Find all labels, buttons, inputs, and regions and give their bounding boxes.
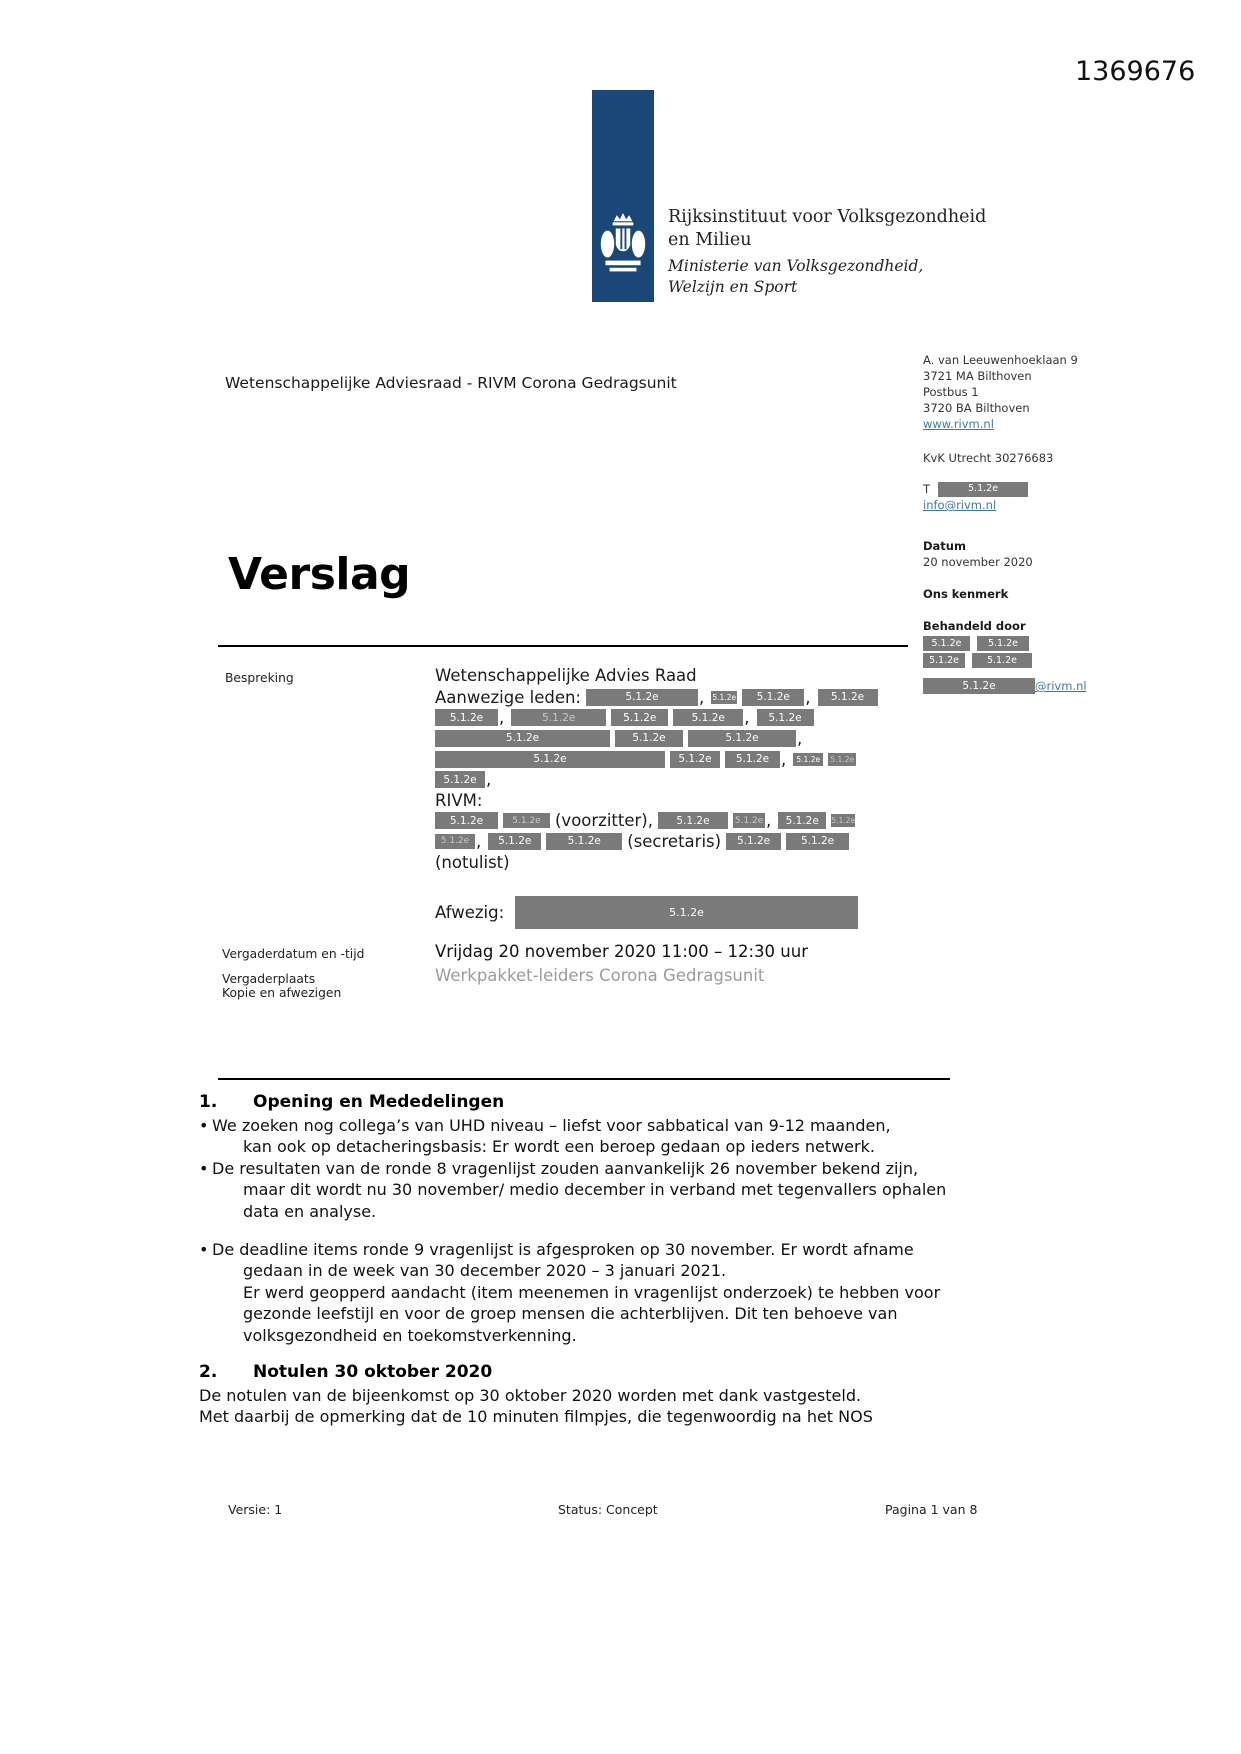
address-line: 3720 BA Bilthoven xyxy=(923,401,1030,415)
section-item xyxy=(199,1239,1029,1346)
body-text-line: Er werd geopperd aandacht (item meenemen in vragenlijst onderzoek) te hebben voor xyxy=(243,1282,941,1302)
redaction-box: 5.1.2e xyxy=(435,751,665,768)
names-text: (voorzitter), xyxy=(555,811,653,831)
names-text: , xyxy=(499,708,505,728)
redacted-names-row xyxy=(435,852,895,873)
redacted-names-row xyxy=(435,728,895,749)
body-text-line: data en analyse. xyxy=(243,1201,377,1221)
section-title: Opening en Mededelingen xyxy=(253,1092,505,1112)
body-text-line: kan ook op detacheringsbasis: Er wordt een beroep gedaan op ieders netwerk. xyxy=(243,1137,875,1157)
logo-wordmark xyxy=(668,206,986,298)
bullet-icon: • xyxy=(199,1116,209,1135)
body-text-line xyxy=(199,1239,1029,1260)
redaction-box: 5.1.2e xyxy=(611,709,668,726)
page-title: Verslag xyxy=(228,549,411,600)
absent-row xyxy=(435,896,858,929)
meeting-date-value: Vrijdag 20 november 2020 11:00 – 12:30 uur xyxy=(435,942,808,961)
redaction-box: 5.1.2e xyxy=(435,834,475,849)
redacted-names-row xyxy=(435,769,895,790)
names-text: , xyxy=(805,687,811,707)
redaction-box: 5.1.2e xyxy=(503,813,550,828)
ministry-line2: Welzijn en Sport xyxy=(668,278,798,296)
address-line: A. van Leeuwenhoeklaan 9 xyxy=(923,353,1078,367)
redaction-box: 5.1.2e xyxy=(938,482,1028,497)
names-text: RIVM: xyxy=(435,790,483,810)
subject-line: Wetenschappelijke Adviesraad - RIVM Corona Gedragsunit xyxy=(225,374,677,392)
redaction-box: 5.1.2e xyxy=(586,689,698,706)
redaction-box: 5.1.2e xyxy=(511,709,606,726)
redaction-box: 5.1.2e xyxy=(670,751,720,768)
redaction-box: 5.1.2e xyxy=(757,709,814,726)
section-item xyxy=(199,1385,1029,1428)
body-text-line: volksgezondheid en toekomstverkenning. xyxy=(243,1325,577,1345)
redaction-box: 5.1.2e xyxy=(688,730,796,747)
phone-label: T xyxy=(923,482,931,496)
address-line: 3721 MA Bilthoven xyxy=(923,369,1032,383)
redaction-box: 5.1.2e xyxy=(923,653,965,668)
body-text-line: gezonde leefstijl en voor de groep mensen die achterblijven. Dit ten behoeve van xyxy=(243,1304,898,1324)
redaction-box: 5.1.2e xyxy=(435,709,498,726)
body-text: De resultaten van de ronde 8 vragenlijst zouden aanvankelijk 26 november bekend zijn, xyxy=(212,1158,919,1178)
body-text-line xyxy=(199,1158,1029,1179)
redaction-box: 5.1.2e xyxy=(488,833,541,850)
divider-line xyxy=(218,1078,950,1080)
meeting-copy-label: Kopie en afwezigen xyxy=(222,986,342,1000)
meeting-place-value: Werkpakket-leiders Corona Gedragsunit xyxy=(435,966,765,985)
redaction-box: 5.1.2e xyxy=(725,751,780,768)
datum-value: 20 november 2020 xyxy=(923,555,1033,569)
bullet-icon: • xyxy=(199,1158,209,1178)
body-text-line: Met daarbij de opmerking dat de 10 minuten filmpjes, die tegenwoordig na het NOS xyxy=(199,1407,873,1427)
kenmerk-label: Ons kenmerk xyxy=(923,587,1009,601)
section-heading xyxy=(199,1092,1029,1112)
names-text: , xyxy=(699,687,705,707)
footer-status: Status: Concept xyxy=(558,1502,658,1517)
redaction-box: 5.1.2e xyxy=(828,753,856,766)
names-text: , xyxy=(744,708,750,728)
address-line: Postbus 1 xyxy=(923,385,979,399)
redacted-names-row xyxy=(435,749,895,770)
redaction-box: 5.1.2e xyxy=(435,812,498,829)
names-text: Aanwezige leden: xyxy=(435,687,581,707)
redacted-names-row xyxy=(435,811,895,832)
bespreking-label: Bespreking xyxy=(225,671,294,685)
divider-line xyxy=(218,645,908,647)
names-text: , xyxy=(781,749,787,769)
body-sections xyxy=(199,1092,1029,1428)
group-title: Wetenschappelijke Advies Raad xyxy=(435,666,697,685)
behandeld-label: Behandeld door xyxy=(923,619,1026,633)
redaction-box: 5.1.2e xyxy=(673,709,743,726)
section-number: 1. xyxy=(199,1092,218,1112)
redaction-box: 5.1.2e xyxy=(515,896,858,929)
redacted-names-row xyxy=(435,831,895,852)
redaction-box: 5.1.2e xyxy=(778,812,826,829)
redacted-names-row xyxy=(435,708,895,729)
redaction-box: 5.1.2e xyxy=(972,653,1032,668)
footer-version: Versie: 1 xyxy=(228,1502,283,1517)
redaction-box: 5.1.2e xyxy=(726,833,781,850)
redaction-box: 5.1.2e xyxy=(733,813,765,828)
document-number: 1369676 xyxy=(1075,56,1196,87)
redaction-box: 5.1.2e xyxy=(742,689,804,706)
org-name-line2: en Milieu xyxy=(668,230,752,250)
letterhead-sidebar xyxy=(923,352,1173,694)
redaction-box: 5.1.2e xyxy=(435,771,485,788)
meeting-place-label: Vergaderplaats xyxy=(222,972,316,986)
coat-of-arms-icon xyxy=(599,212,647,274)
redaction-box: 5.1.2e xyxy=(923,636,970,651)
body-text-line: De notulen van de bijeenkomst op 30 oktober 2020 worden met dank vastgesteld. xyxy=(199,1386,862,1406)
kvk-number: KvK Utrecht 30276683 xyxy=(923,451,1054,465)
body-text: We zoeken nog collega’s van UHD niveau – liefst voor sabbatical van 9-12 maanden, xyxy=(212,1116,891,1135)
redaction-box: 5.1.2e xyxy=(818,689,878,706)
names-text: (secretaris) xyxy=(627,831,722,851)
names-text: , xyxy=(765,811,772,831)
body-text-line: gedaan in de week van 30 december 2020 – 3 januari 2021. xyxy=(243,1261,727,1281)
redacted-names-row xyxy=(435,687,895,708)
redaction-box: 5.1.2e xyxy=(546,833,622,850)
redacted-names-rows xyxy=(435,687,895,872)
attendees-block xyxy=(435,666,895,872)
redaction-box: 5.1.2e xyxy=(712,692,737,702)
redaction-box: 5.1.2e xyxy=(923,678,1035,694)
names-text: (notulist) xyxy=(435,852,510,872)
bullet-icon: • xyxy=(199,1240,209,1260)
section-number: 2. xyxy=(199,1362,218,1383)
section-title: Notulen 30 oktober 2020 xyxy=(253,1362,493,1383)
redaction-box: 5.1.2e xyxy=(831,816,856,826)
body-text-line: maar dit wordt nu 30 november/ medio december in verband met tegenvallers ophalen xyxy=(243,1180,947,1200)
org-name-line1: Rijksinstituut voor Volksgezondheid xyxy=(668,207,987,227)
website-link[interactable]: www.rivm.nl xyxy=(923,417,994,431)
body-text-line xyxy=(199,1115,1029,1136)
absent-label: Afwezig: xyxy=(435,903,505,922)
redaction-box: 5.1.2e xyxy=(786,833,849,850)
names-text: , xyxy=(797,728,803,748)
redacted-names-row xyxy=(435,790,895,811)
section-item xyxy=(199,1115,1029,1158)
names-text: , xyxy=(486,770,492,790)
names-text: , xyxy=(476,831,482,851)
meeting-date-label: Vergaderdatum en -tijd xyxy=(222,947,365,961)
email-link[interactable]: info@rivm.nl xyxy=(923,498,997,512)
section-heading xyxy=(199,1362,1029,1382)
redaction-box: 5.1.2e xyxy=(793,753,823,766)
datum-label: Datum xyxy=(923,539,966,553)
redacted-email-domain-link[interactable]: @rivm.nl xyxy=(1035,679,1087,693)
footer-page-number: Pagina 1 van 8 xyxy=(885,1502,978,1517)
ministry-line1: Ministerie van Volksgezondheid, xyxy=(668,257,924,275)
redaction-box: 5.1.2e xyxy=(615,730,683,747)
body-text: De deadline items ronde 9 vragenlijst is afgesproken op 30 november. Er wordt afname xyxy=(212,1240,914,1260)
redaction-box: 5.1.2e xyxy=(977,636,1029,651)
redaction-box: 5.1.2e xyxy=(658,812,728,829)
redaction-box: 5.1.2e xyxy=(435,730,610,747)
section-item xyxy=(199,1158,1029,1222)
